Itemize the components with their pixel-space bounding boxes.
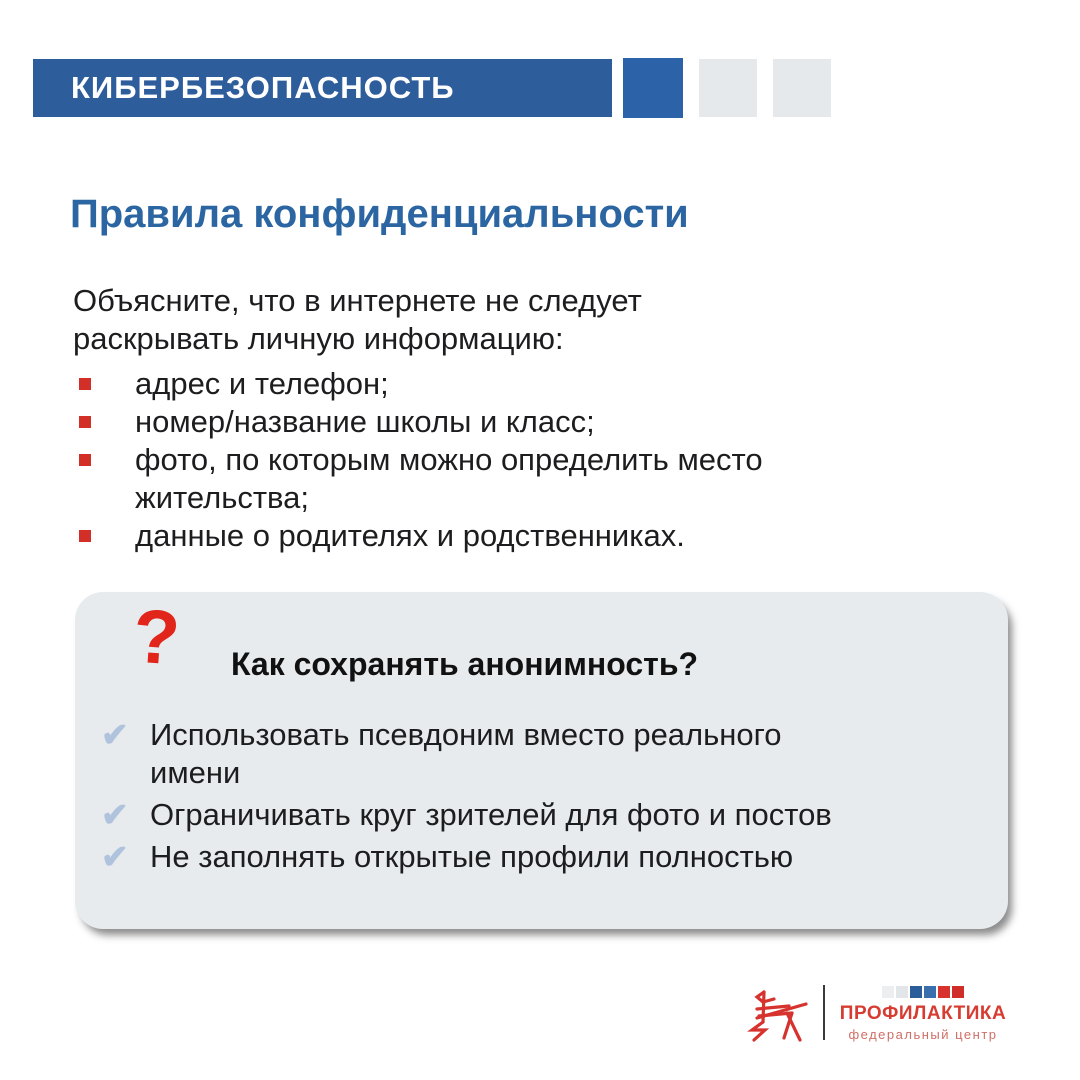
logo-squares-icon	[882, 986, 964, 999]
privacy-bullet-list	[73, 365, 963, 555]
page-title: Правила конфиденциальности	[70, 192, 689, 236]
question-mark-icon: ?	[130, 593, 183, 682]
bullet-text: данные о родителях и родственниках.	[135, 518, 685, 553]
check-item-text: Не заполнять открытые профили полностью	[150, 839, 794, 874]
banner-title: КИБЕРБЕЗОПАСНОСТЬ	[71, 70, 455, 105]
list-item	[73, 403, 963, 441]
bullet-text: адрес и телефон;	[135, 366, 389, 401]
spacer	[683, 58, 699, 118]
red-square-bullet-icon	[79, 530, 91, 542]
list-item	[95, 716, 978, 792]
red-square-bullet-icon	[79, 416, 91, 428]
chair-logo-icon	[742, 982, 814, 1048]
logo-square	[896, 986, 908, 998]
list-item	[73, 441, 963, 517]
list-item	[73, 365, 963, 403]
footer-divider	[823, 985, 825, 1040]
logo-square	[882, 986, 894, 998]
intro-paragraph: Объясните, что в интернете не следует раскрывать личную информацию:	[73, 283, 642, 356]
header-blue-square	[623, 58, 683, 118]
bullet-text: номер/название школы и класс;	[135, 404, 595, 439]
anonymity-check-list	[95, 716, 978, 876]
brand-name: ПРОФИЛАКТИКА	[839, 1003, 1007, 1024]
list-item	[73, 517, 963, 555]
red-square-bullet-icon	[79, 378, 91, 390]
header-gray-square-2	[773, 59, 831, 117]
checkmark-icon: ✔	[101, 838, 129, 875]
logo-square	[938, 986, 950, 998]
checkmark-icon: ✔	[101, 796, 129, 833]
logo-square	[910, 986, 922, 998]
red-square-bullet-icon	[79, 454, 91, 466]
logo-square	[924, 986, 936, 998]
intro-section	[73, 282, 963, 555]
checkmark-icon: ✔	[101, 716, 129, 753]
cybersecurity-banner	[33, 59, 612, 117]
list-item	[95, 838, 978, 876]
bullet-text: фото, по которым можно определить место жительства;	[135, 442, 763, 515]
card-title: Как сохранять анонимность?	[231, 646, 699, 682]
header	[33, 58, 831, 118]
brand-subtitle: федеральный центр	[848, 1027, 998, 1042]
logo-square	[952, 986, 964, 998]
check-item-text: Использовать псевдоним вместо реального имени	[150, 717, 782, 790]
spacer	[757, 58, 773, 118]
profilaktika-logo	[839, 986, 1007, 1042]
anonymity-card	[75, 592, 1008, 929]
list-item	[95, 796, 978, 834]
header-gray-square-1	[699, 59, 757, 117]
spacer	[612, 58, 623, 118]
check-item-text: Ограничивать круг зрителей для фото и постов	[150, 797, 832, 832]
